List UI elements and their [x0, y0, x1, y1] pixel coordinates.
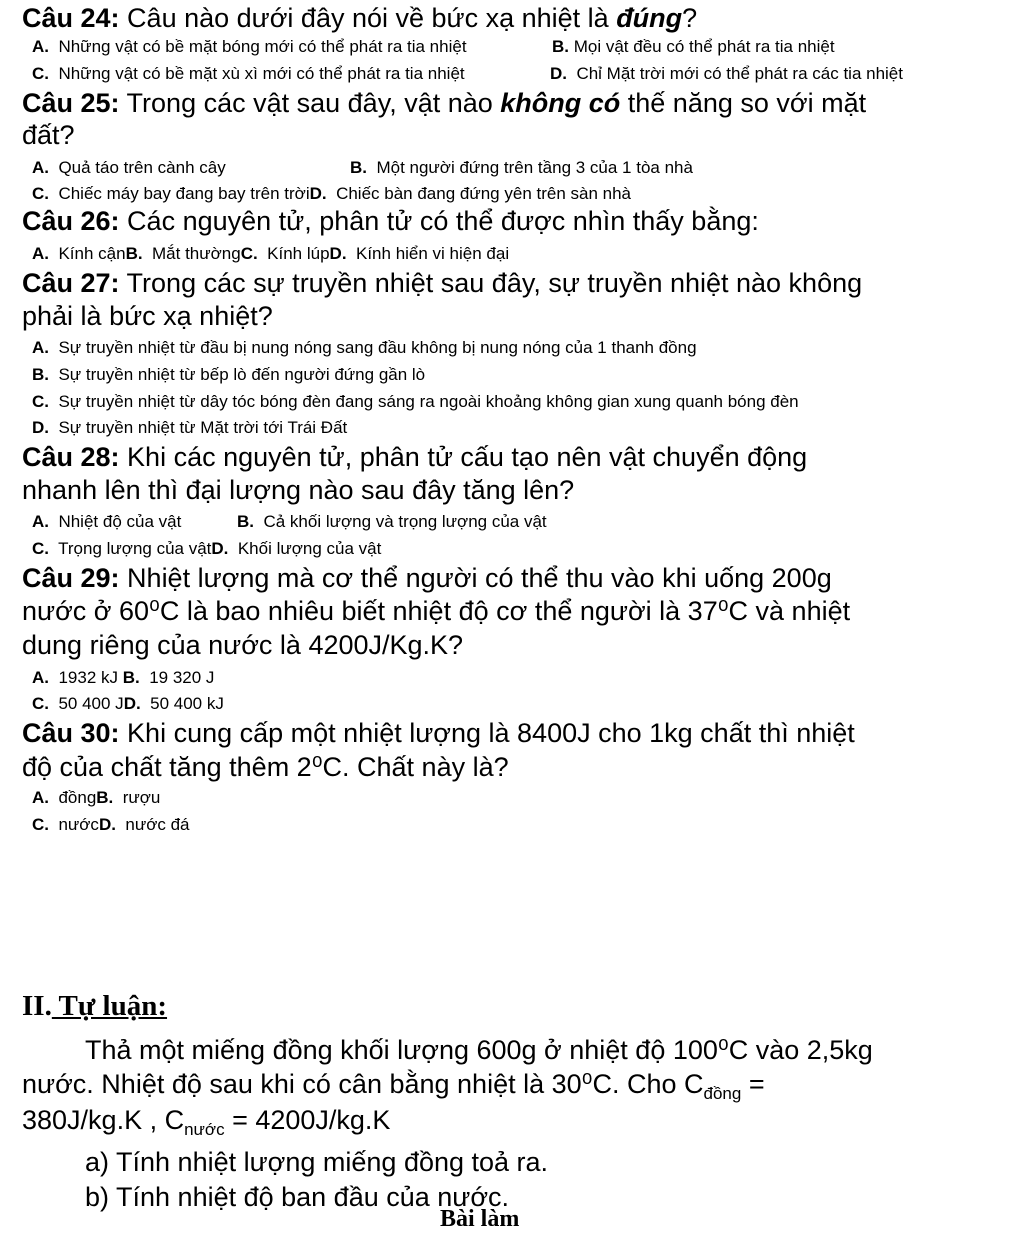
question-emphasis: đúng — [616, 3, 683, 33]
question-24: Câu 24: Câu nào dưới đây nói về bức xạ nhiệt là đúng? — [22, 3, 698, 33]
essay-line-2: nước. Nhiệt độ sau khi có cân bằng nhiệt là 30⁰C. Cho $C_{đồng}$ = — [22, 1069, 765, 1103]
option-27-d: D. Sự truyền nhiệt từ Mặt trời tới Trái Đất — [32, 418, 348, 437]
question-emphasis: không có — [500, 88, 621, 118]
option-28-cd: C. Trọng lượng của vậtD. Khối lượng của vật — [32, 539, 382, 558]
option-29-ab: A. 1932 kJ B. 19 320 J — [32, 668, 215, 687]
question-25: Câu 25: Trong các vật sau đây, vật nào không có thế năng so với mặt — [22, 88, 867, 118]
option-24-c: C. Những vật có bề mặt xù xì mới có thể phát ra tia nhiệt — [32, 64, 465, 83]
essay-line-3: 380J/kg.K , $C_{nước} = 4200J/kg.K$ — [22, 1105, 391, 1139]
question-25-line2: đất? — [22, 120, 75, 150]
option-27-b: B. Sự truyền nhiệt từ bếp lò đến người đứng gần lò — [32, 365, 426, 384]
option-28-a: A. Nhiệt độ của vật — [32, 512, 182, 531]
option-30-cd: C. nướcD. nước đá — [32, 815, 190, 834]
essay-line-1: Thả một miếng đồng khối lượng 600g ở nhiệt độ 100⁰C vào 2,5kg — [85, 1035, 873, 1065]
option-24-a: A. Những vật có bề mặt bóng mới có thể phát ra tia nhiệt — [32, 37, 467, 56]
option-25-b: B. Một người đứng trên tầng 3 của 1 tòa nhà — [350, 158, 693, 177]
option-25-c: C. Chiếc máy bay đang bay trên trờiD. Chiếc bàn đang đứng yên trên sàn nhà — [32, 184, 632, 203]
question-number: Câu 24: — [22, 3, 120, 33]
option-27-c: C. Sự truyền nhiệt từ dây tóc bóng đèn đang sáng ra ngoài khoảng không gian xung quanh bóng đèn — [32, 392, 799, 411]
question-30-line2: độ của chất tăng thêm 2⁰C. Chất này là? — [22, 752, 509, 782]
question-27: Câu 27: Trong các sự truyền nhiệt sau đây, sự truyền nhiệt nào không — [22, 268, 863, 298]
question-29-line2: nước ở 60⁰C là bao nhiêu biết nhiệt độ cơ thể người là 37⁰C và nhiệt — [22, 596, 851, 626]
option-24-d: D. Chỉ Mặt trời mới có thể phát ra các tia nhiệt — [550, 64, 903, 83]
cutoff-heading: Bài làm — [440, 1206, 520, 1232]
section-heading — [22, 990, 167, 1023]
question-26: Câu 26: Các nguyên tử, phân tử có thể được nhìn thấy bằng: — [22, 206, 759, 236]
question-29: Câu 29: Nhiệt lượng mà cơ thể người có thể thu vào khi uống 200g — [22, 563, 832, 593]
question-28: Câu 28: Khi các nguyên tử, phân tử cấu tạo nên vật chuyển động — [22, 442, 808, 472]
option-29-cd: C. 50 400 JD. 50 400 kJ — [32, 694, 224, 713]
question-30: Câu 30: Khi cung cấp một nhiệt lượng là 8400J cho 1kg chất thì nhiệt — [22, 718, 855, 748]
question-28-line2: nhanh lên thì đại lượng nào sau đây tăng lên? — [22, 475, 575, 505]
essay-part-b: b) Tính nhiệt độ ban đầu của nước. — [85, 1182, 510, 1212]
option-26-all: A. Kính cậnB. Mắt thườngC. Kính lúpD. Kính hiển vi hiện đại — [32, 244, 510, 263]
section-roman: II. — [22, 990, 52, 1022]
option-30-ab: A. đồngB. rượu — [32, 788, 161, 807]
option-25-a: A. Quả táo trên cành cây — [32, 158, 226, 177]
option-28-b: B. Cả khối lượng và trọng lượng của vật — [237, 512, 547, 531]
option-24-b: B. Mọi vật đều có thể phát ra tia nhiệt — [552, 37, 835, 56]
essay-part-a: a) Tính nhiệt lượng miếng đồng toả ra. — [85, 1147, 549, 1177]
question-29-line3: dung riêng của nước là 4200J/Kg.K? — [22, 630, 464, 660]
question-text: Câu nào dưới đây nói về bức xạ nhiệt là — [119, 3, 617, 33]
section-title: Tự luận: — [51, 990, 168, 1022]
question-27-line2: phải là bức xạ nhiệt? — [22, 301, 273, 331]
option-27-a: A. Sự truyền nhiệt từ đầu bị nung nóng sang đầu không bị nung nóng của 1 thanh đồng — [32, 338, 697, 357]
